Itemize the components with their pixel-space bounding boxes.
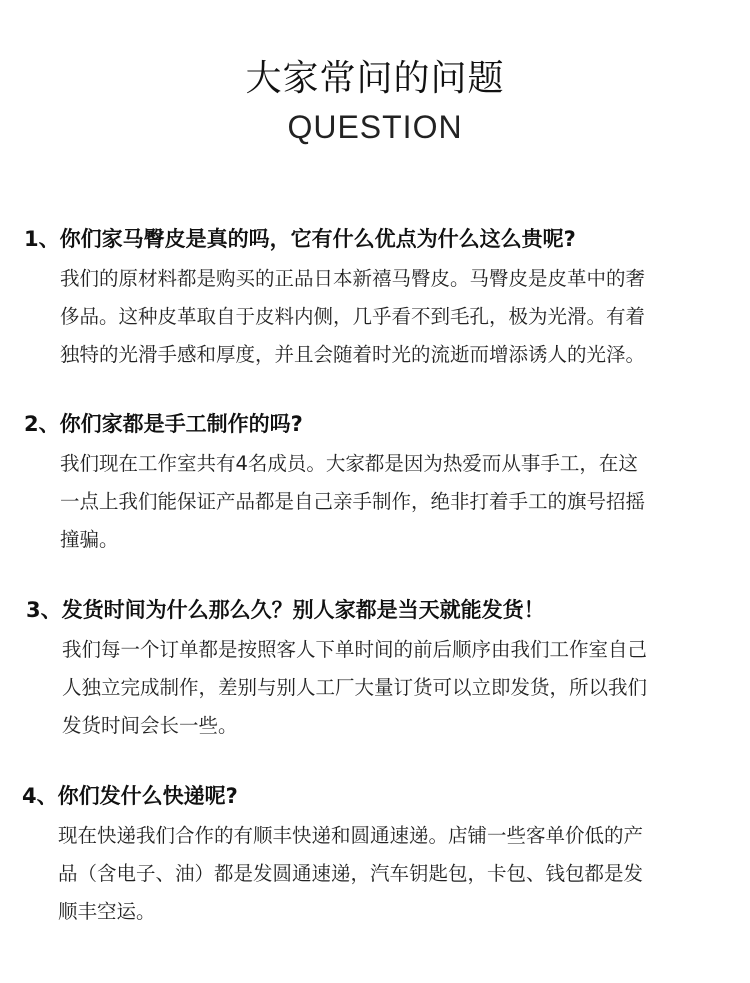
faq-question-4: 4、你们发什么快递呢? bbox=[22, 784, 238, 808]
faq-answer-4 bbox=[0, 817, 750, 931]
faq-answer-1 bbox=[0, 260, 750, 374]
faq-answer-3 bbox=[0, 631, 750, 745]
page-title: 大家常问的问题 bbox=[245, 58, 505, 99]
faq-answer-1-line-2: 侈品。这种皮革取自于皮料内侧，几乎看不到毛孔，极为光滑。有着 bbox=[60, 305, 646, 328]
faq-answer-2-line-1: 我们现在工作室共有4名成员。大家都是因为热爱而从事手工，在这 bbox=[60, 452, 638, 475]
faq-answer-1-line-3: 独特的光滑手感和厚度，并且会随着时光的流逝而增添诱人的光泽。 bbox=[60, 343, 646, 366]
faq-question-2: 2、你们家都是手工制作的吗? bbox=[24, 412, 303, 436]
faq-question-1: 1、你们家马臀皮是真的吗，它有什么优点为什么这么贵呢? bbox=[24, 227, 576, 251]
page-subtitle: QUESTION bbox=[287, 109, 463, 145]
faq-answer-3-line-3: 发货时间会长一些。 bbox=[62, 714, 238, 737]
faq-answer-3-line-2: 人独立完成制作，差别与别人工厂大量订货可以立即发货，所以我们 bbox=[62, 676, 648, 699]
faq-answer-4-line-3: 顺丰空运。 bbox=[58, 900, 156, 923]
faq-answer-2-line-2: 一点上我们能保证产品都是自己亲手制作，绝非打着手工的旗号招摇 bbox=[60, 490, 646, 513]
faq-answer-2-line-3: 撞骗。 bbox=[60, 528, 119, 551]
faq-item-1 bbox=[0, 224, 750, 374]
faq-answer-4-line-1: 现在快递我们合作的有顺丰快递和圆通速递。店铺一些客单价低的产 bbox=[58, 824, 644, 847]
faq-answer-2 bbox=[0, 445, 750, 559]
faq-item-3 bbox=[0, 595, 750, 745]
faq-answer-1-line-1: 我们的原材料都是购买的正品日本新禧马臀皮。马臀皮是皮革中的奢 bbox=[60, 267, 646, 290]
faq-item-2 bbox=[0, 409, 750, 559]
faq-question-3: 3、发货时间为什么那么久？别人家都是当天就能发货！ bbox=[26, 598, 545, 622]
faq-answer-3-line-1: 我们每一个订单都是按照客人下单时间的前后顺序由我们工作室自己 bbox=[62, 638, 648, 661]
faq-answer-4-line-2: 品（含电子、油）都是发圆通速递，汽车钥匙包，卡包、钱包都是发 bbox=[58, 862, 644, 885]
page-header bbox=[0, 55, 750, 147]
faq-item-4 bbox=[0, 781, 750, 931]
